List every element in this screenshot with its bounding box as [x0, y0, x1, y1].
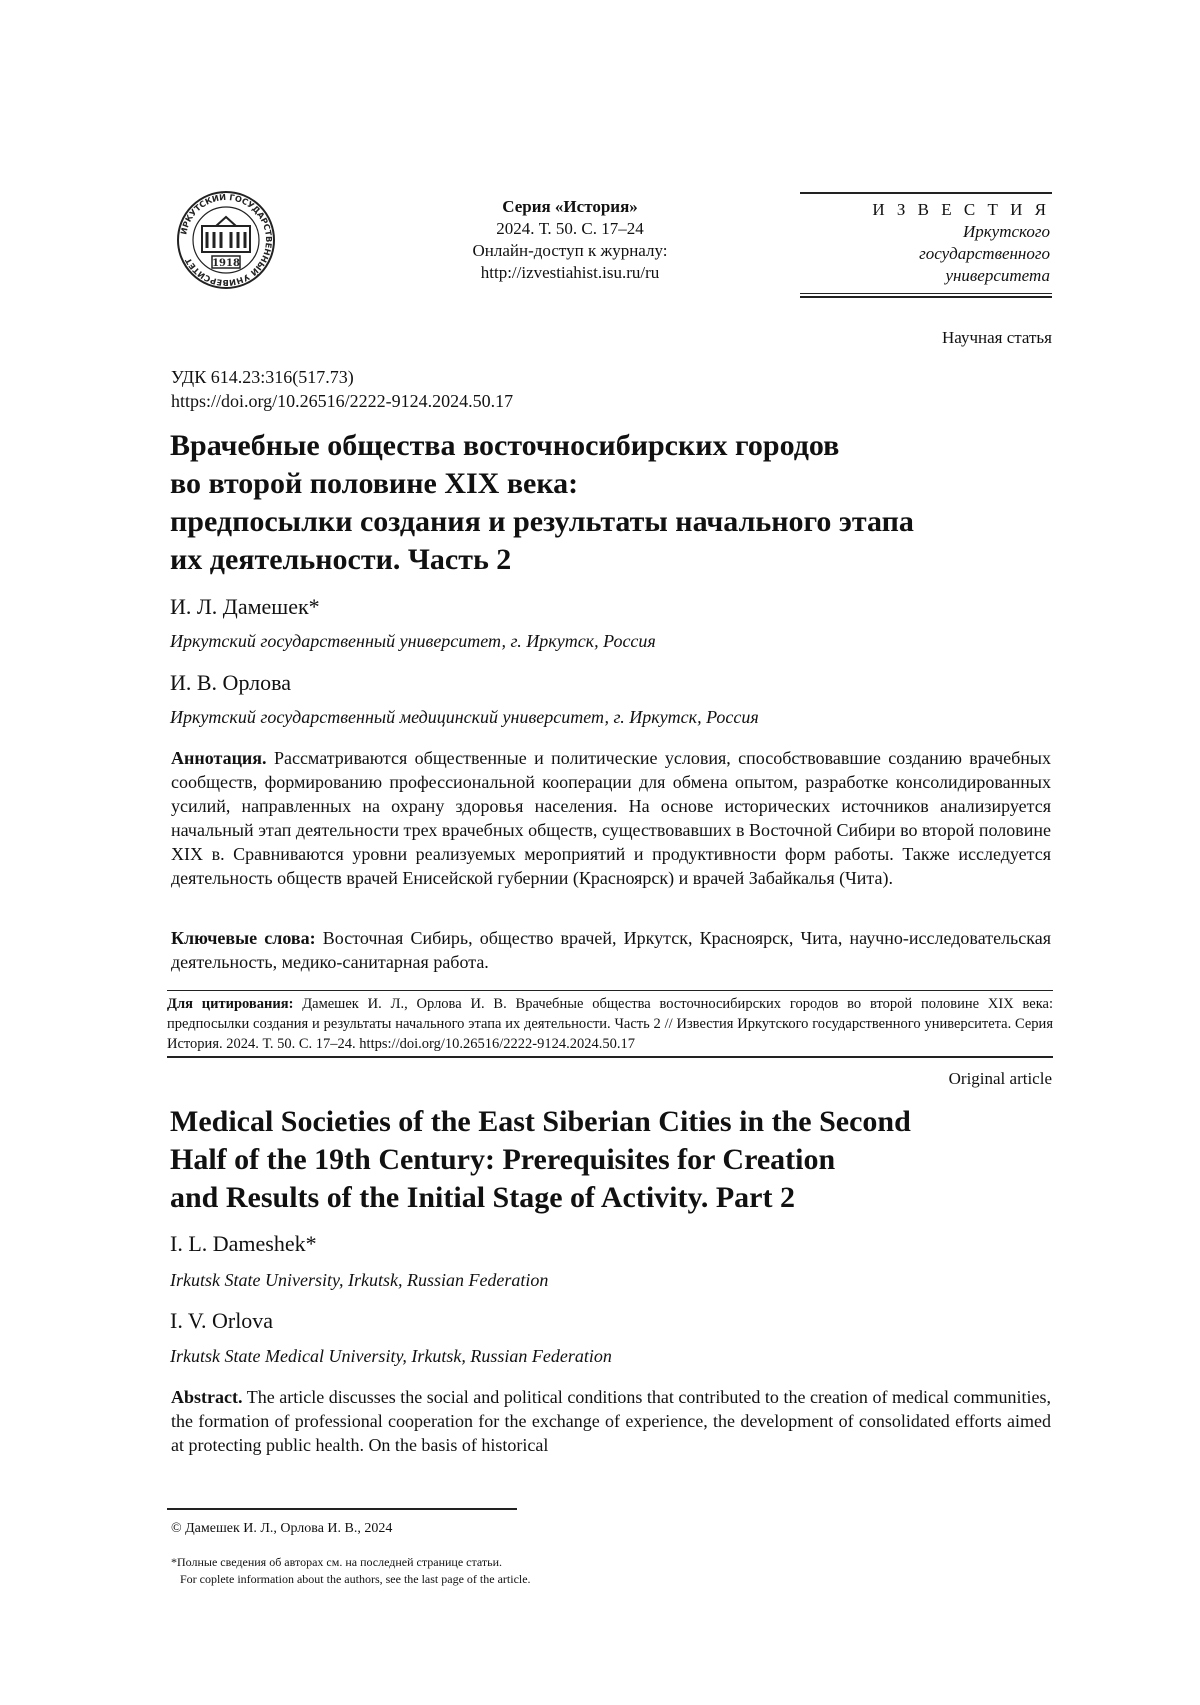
copyright-notice: © Дамешек И. Л., Орлова И. В., 2024: [171, 1521, 393, 1536]
title-line: Врачебные общества восточносибирских городов: [170, 429, 840, 462]
university-seal-logo: [176, 190, 276, 290]
series-volume: 2024. Т. 50. С. 17–24: [496, 219, 644, 238]
journal-name-line: И З В Е С Т И Я: [872, 200, 1050, 219]
keywords-label-ru: Ключевые слова:: [171, 928, 316, 948]
citation-block: [167, 990, 1053, 1058]
journal-name-line: университета: [945, 266, 1050, 285]
rule: [800, 293, 1052, 294]
journal-name-line: государственного: [919, 244, 1050, 263]
title-ru: [170, 427, 1050, 579]
keywords-text-ru: Восточная Сибирь, общество врачей, Иркутск, Красноярск, Чита, научно-исследовательская деятельность, медико-санитарная работа.: [171, 928, 1051, 972]
footnote-ru: *Полные сведения об авторах см. на последней странице статьи.: [171, 1555, 503, 1569]
title-line: предпосылки создания и результаты начального этапа: [170, 505, 914, 538]
article-type-ru: Научная статья: [941, 328, 1052, 347]
article-type-en: Original article: [948, 1069, 1052, 1088]
udk-code: УДК 614.23:316(517.73): [171, 367, 354, 387]
journal-url-link[interactable]: http://izvestiahist.isu.ru/ru: [480, 263, 660, 282]
journal-name-line: Иркутского: [962, 222, 1050, 241]
footnote-en: For coplete information about the authors, see the last page of the article.: [180, 1572, 531, 1586]
affiliation-ru-1: Иркутский государственный университет, г. Иркутск, Россия: [170, 631, 656, 651]
abstract-label-ru: Аннотация.: [171, 748, 267, 768]
rule: [800, 296, 1052, 298]
logo-year: 1918: [212, 258, 240, 269]
udk-doi-block: [171, 365, 513, 413]
citation-text: Дамешек И. Л., Орлова И. В. Врачебные общества восточносибирских городов во второй половине XIX века: предпосылки создания и результаты начального этапа их деятельности. Часть 2 // Известия Иркутского государственного университета. Серия История. 2024. Т. 50. С. 17–24. https://doi.org/10.26516/2222-9124.2024.50.17: [167, 996, 1054, 1052]
title-line: Medical Societies of the East Siberian Cities in the Second: [170, 1105, 911, 1138]
title-line: во второй половине XIX века:: [170, 467, 579, 500]
title-line: and Results of the Initial Stage of Activity. Part 2: [170, 1181, 795, 1214]
affiliation-en-1: Irkutsk State University, Irkutsk, Russian Federation: [170, 1270, 549, 1290]
doi-link-ru[interactable]: https://doi.org/10.26516/2222-9124.2024.50.17: [171, 391, 514, 411]
author-en-2: I. V. Orlova: [170, 1308, 274, 1333]
abstract-label-en: Abstract.: [171, 1387, 243, 1407]
author-ru-1: И. Л. Дамешек*: [170, 594, 320, 619]
citation-label: Для цитирования:: [167, 996, 294, 1012]
affiliation-ru-2: Иркутский государственный медицинский университет, г. Иркутск, Россия: [170, 707, 759, 727]
online-access-label: Онлайн-доступ к журналу:: [472, 241, 668, 260]
footnote-rule: [167, 1508, 517, 1510]
logo-ring-text: ИРКУТСКИЙ ГОСУДАРСТВЕННЫЙ УНИВЕРСИТЕТ: [178, 191, 275, 289]
rule: [800, 192, 1052, 194]
journal-name-block: [800, 192, 1052, 298]
series-title: Серия «История»: [502, 197, 638, 216]
keywords-ru: [171, 926, 1051, 974]
journal-series-block: [420, 196, 720, 284]
title-en: [170, 1103, 1050, 1217]
title-line: их деятельности. Часть 2: [170, 543, 512, 576]
abstract-text-en: The article discusses the social and political conditions that contributed to the creation of medical communities, the formation of professional cooperation for the exchange of experience, the development of consolidated efforts aimed at protecting public health. On the basis of historical: [171, 1387, 1051, 1455]
abstract-text-ru: Рассматриваются общественные и политические условия, способствовавшие созданию врачебных сообществ, формированию профессиональной кооперации для обмена опытом, разработке консолидированных усилий, направленных на охрану здоровья населения. На основе исторических источников анализируется начальный этап деятельности трех врачебных обществ, существовавших в Восточной Сибири во второй половине XIX в. Сравниваются уровни реализуемых мероприятий и продуктивности форм работы. Также исследуется деятельность обществ врачей Енисейской губернии (Красноярск) и врачей Забайкалья (Чита).: [171, 748, 1051, 888]
abstract-en: [171, 1385, 1051, 1457]
author-en-1: I. L. Dameshek*: [170, 1231, 317, 1256]
abstract-ru: [171, 746, 1051, 890]
author-ru-2: И. В. Орлова: [170, 670, 291, 695]
title-line: Half of the 19th Century: Prerequisites for Creation: [170, 1143, 836, 1176]
affiliation-en-2: Irkutsk State Medical University, Irkutsk, Russian Federation: [170, 1346, 612, 1366]
